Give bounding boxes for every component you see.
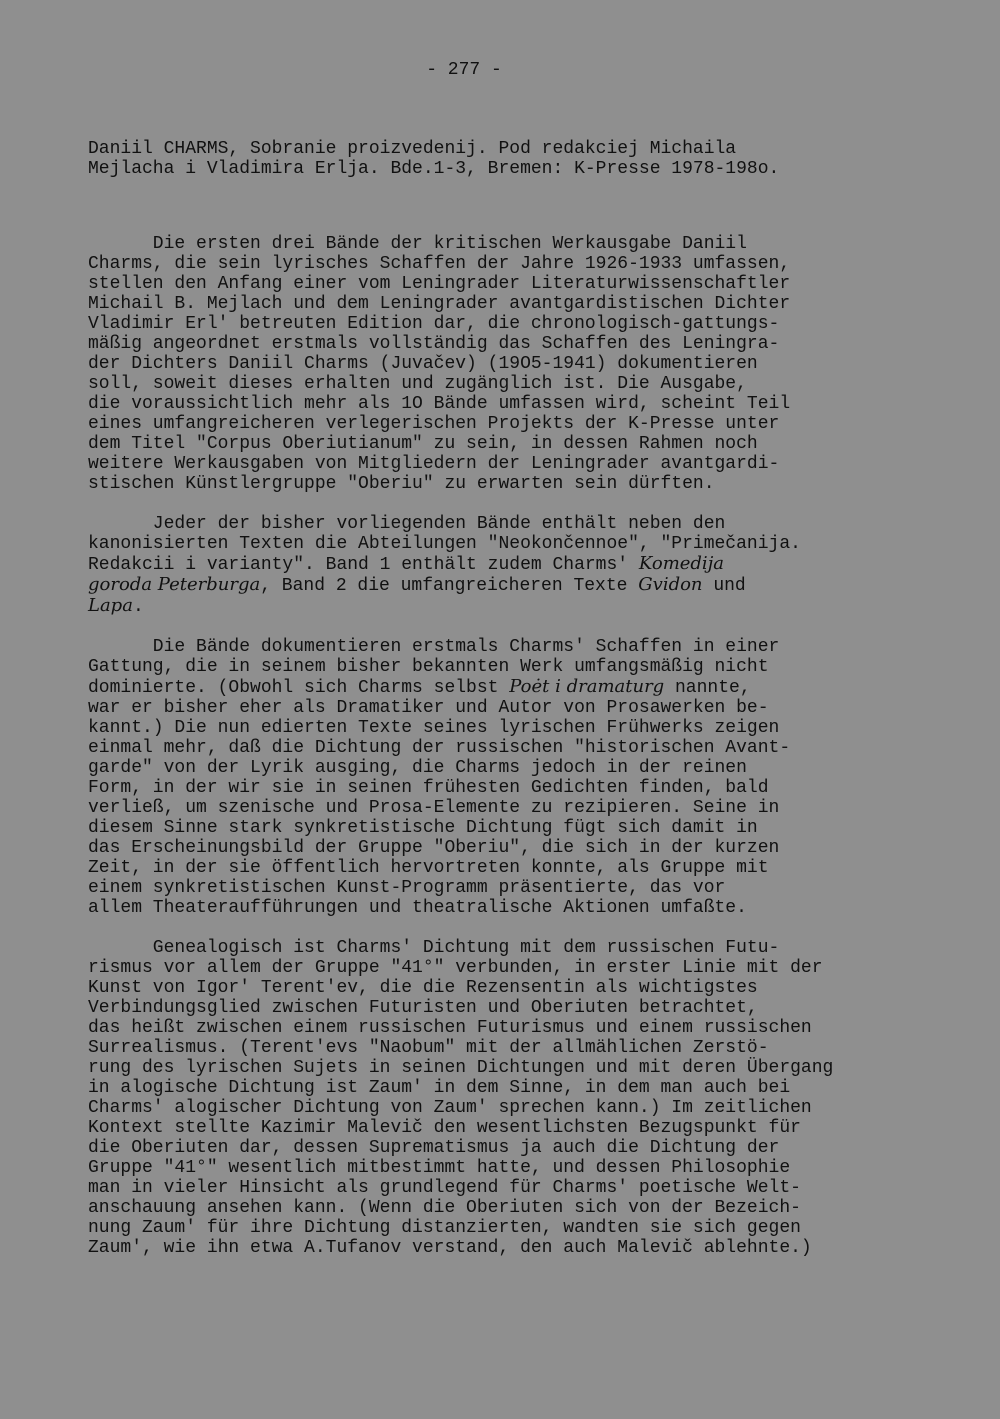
text-run: in alogische Dichtung ist Zaum' in dem Sinne, in dem man auch bei xyxy=(88,1078,791,1098)
text-line xyxy=(88,234,958,254)
text-line xyxy=(88,958,958,978)
text-run: weitere Werkausgaben von Mitgliedern der Leningrader avantgardi- xyxy=(88,454,780,474)
text-line xyxy=(88,677,958,698)
text-run: und xyxy=(702,576,746,596)
text-run: Vladimir Erl' betreuten Edition dar, die chronologisch-gattungs- xyxy=(88,314,780,334)
text-line xyxy=(88,274,958,294)
bibliographic-reference xyxy=(88,139,948,179)
text-run: Genealogisch ist Charms' Dichtung mit dem russischen Futu- xyxy=(88,938,780,958)
reference-line: Mejlacha i Vladimira Erlja. Bde.1-3, Bremen: K-Presse 1978-198o. xyxy=(88,159,780,179)
text-run: Redakcii i varianty". Band 1 enthält zudem Charms' xyxy=(88,555,639,575)
text-line xyxy=(88,878,958,898)
text-line xyxy=(88,1118,958,1138)
text-run: Surrealismus. (Terent'evs "Naobum" mit der allmählichen Zerstö- xyxy=(88,1038,769,1058)
italic-title: Gvidon xyxy=(638,574,703,595)
text-run: rismus vor allem der Gruppe "41°" verbunden, in erster Linie mit der xyxy=(88,958,823,978)
text-line xyxy=(88,596,958,617)
text-line xyxy=(88,798,958,818)
text-line xyxy=(88,1178,958,1198)
text-run: dem Titel "Corpus Oberiutianum" zu sein, in dessen Rahmen noch xyxy=(88,434,758,454)
text-run: eines umfangreicheren verlegerischen Projekts der K-Presse unter xyxy=(88,414,780,434)
text-line xyxy=(88,818,958,838)
text-run: der Dichters Daniil Charms (Juvačev) (19O5-1941) dokumentieren xyxy=(88,354,758,374)
text-run: mäßig angeordnet erstmals vollständig das Schaffen des Leningra- xyxy=(88,334,780,354)
text-line xyxy=(88,998,958,1018)
text-line xyxy=(88,718,958,738)
review-text xyxy=(88,234,958,1278)
text-line xyxy=(88,938,958,958)
text-run: die Oberiuten dar, dessen Suprematismus ja auch die Dichtung der xyxy=(88,1138,780,1158)
text-line xyxy=(88,314,958,334)
text-run: das heißt zwischen einem russischen Futurismus und einem russischen xyxy=(88,1018,812,1038)
text-run: Charms, die sein lyrisches Schaffen der Jahre 1926-1933 umfassen, xyxy=(88,254,791,274)
text-line xyxy=(88,1238,958,1258)
text-run: , Band 2 die umfangreicheren Texte xyxy=(260,576,639,596)
text-run: Die ersten drei Bände der kritischen Werkausgabe Daniil xyxy=(88,234,747,254)
paragraph xyxy=(88,234,958,494)
text-line xyxy=(88,1098,958,1118)
text-run: man in vieler Hinsicht als grundlegend für Charms' poetische Welt- xyxy=(88,1178,801,1198)
text-run: kannt.) Die nun edierten Texte seines lyrischen Frühwerks zeigen xyxy=(88,718,780,738)
text-line xyxy=(88,1058,958,1078)
paragraph xyxy=(88,637,958,918)
text-line xyxy=(88,1198,958,1218)
text-run: stischen Künstlergruppe "Oberiu" zu erwarten sein dürften. xyxy=(88,474,715,494)
text-line xyxy=(88,334,958,354)
text-run: die voraussichtlich mehr als 1O Bände umfassen wird, scheint Teil xyxy=(88,394,791,414)
text-run: allem Theateraufführungen und theatralische Aktionen umfaßte. xyxy=(88,898,747,918)
text-run: Charms' alogischer Dichtung von Zaum' sprechen kann.) Im zeitlichen xyxy=(88,1098,812,1118)
text-run: Gattung, die in seinem bisher bekannten Werk umfangsmäßig nicht xyxy=(88,657,769,677)
text-line xyxy=(88,434,958,454)
text-line xyxy=(88,294,958,314)
text-run: das Erscheinungsbild der Gruppe "Oberiu", die sich in der kurzen xyxy=(88,838,780,858)
text-run: anschauung ansehen kann. (Wenn die Oberiuten sich von der Bezeich- xyxy=(88,1198,801,1218)
text-run: kanonisierten Texten die Abteilungen "Neokončennoe", "Primečanija. xyxy=(88,534,801,554)
text-run: Die Bände dokumentieren erstmals Charms' Schaffen in einer xyxy=(88,637,780,657)
text-run: rung des lyrischen Sujets in seinen Dichtungen und mit deren Übergang xyxy=(88,1058,834,1078)
text-line xyxy=(88,657,958,677)
reference-line: Daniil CHARMS, Sobranie proizvedenij. Pod redakciej Michaila xyxy=(88,139,737,159)
text-run: dominierte. (Obwohl sich Charms selbst xyxy=(88,678,510,698)
text-line xyxy=(88,898,958,918)
text-run: nannte, xyxy=(664,678,751,698)
text-line xyxy=(88,254,958,274)
text-run: garde" von der Lyrik ausging, die Charms jedoch in der reinen xyxy=(88,758,747,778)
paragraph xyxy=(88,514,958,617)
italic-title: Poėt i dramaturg xyxy=(509,676,665,697)
text-run: Form, in der wir sie in seinen frühesten Gedichten finden, bald xyxy=(88,778,769,798)
text-line xyxy=(88,858,958,878)
text-line xyxy=(88,838,958,858)
italic-title: Komedija xyxy=(638,553,725,574)
text-run: Kunst von Igor' Terent'ev, die die Rezensentin als wichtigstes xyxy=(88,978,758,998)
text-line xyxy=(88,414,958,434)
text-line xyxy=(88,394,958,414)
text-run: stellen den Anfang einer vom Leningrader Literaturwissenschaftler xyxy=(88,274,791,294)
text-run: einem synkretistischen Kunst-Programm präsentierte, das vor xyxy=(88,878,726,898)
text-line xyxy=(88,778,958,798)
page-number: - 277 - xyxy=(426,60,502,80)
text-run: war er bisher eher als Dramatiker und Autor von Prosawerken be- xyxy=(88,698,769,718)
text-line xyxy=(88,978,958,998)
italic-title: goroda Peterburga xyxy=(88,574,261,595)
text-line xyxy=(88,534,958,554)
text-line xyxy=(88,1138,958,1158)
text-line xyxy=(88,738,958,758)
text-line xyxy=(88,1018,958,1038)
text-line xyxy=(88,454,958,474)
text-line xyxy=(88,354,958,374)
text-run: Zaum', wie ihn etwa A.Tufanov verstand, den auch Malevič ablehnte.) xyxy=(88,1238,812,1258)
text-run: Michail B. Mejlach und dem Leningrader avantgardistischen Dichter xyxy=(88,294,791,314)
text-line xyxy=(88,1038,958,1058)
text-line xyxy=(88,554,958,575)
text-run: . xyxy=(132,597,144,617)
text-line xyxy=(88,698,958,718)
text-line xyxy=(88,1078,958,1098)
text-run: Zeit, in der sie öffentlich hervortreten konnte, als Gruppe mit xyxy=(88,858,769,878)
text-run: Gruppe "41°" wesentlich mitbestimmt hatte, und dessen Philosophie xyxy=(88,1158,791,1178)
text-line xyxy=(88,575,958,596)
text-run: Verbindungsglied zwischen Futuristen und Oberiuten betrachtet, xyxy=(88,998,758,1018)
text-run: Jeder der bisher vorliegenden Bände enthält neben den xyxy=(88,514,726,534)
text-line xyxy=(88,637,958,657)
text-line xyxy=(88,514,958,534)
text-run: Kontext stellte Kazimir Malevič den wesentlichsten Bezugspunkt für xyxy=(88,1118,801,1138)
text-line xyxy=(88,1158,958,1178)
text-line xyxy=(88,474,958,494)
text-run: nung Zaum' für ihre Dichtung distanzierten, wandten sie sich gegen xyxy=(88,1218,801,1238)
text-run: diesem Sinne stark synkretistische Dichtung fügt sich damit in xyxy=(88,818,758,838)
text-run: einmal mehr, daß die Dichtung der russischen "historischen Avant- xyxy=(88,738,791,758)
paragraph xyxy=(88,938,958,1258)
text-line xyxy=(88,1218,958,1238)
text-line xyxy=(88,374,958,394)
text-line xyxy=(88,758,958,778)
italic-title: Lapa xyxy=(88,595,133,616)
text-run: verließ, um szenische und Prosa-Elemente zu rezipieren. Seine in xyxy=(88,798,780,818)
text-run: soll, soweit dieses erhalten und zugänglich ist. Die Ausgabe, xyxy=(88,374,747,394)
